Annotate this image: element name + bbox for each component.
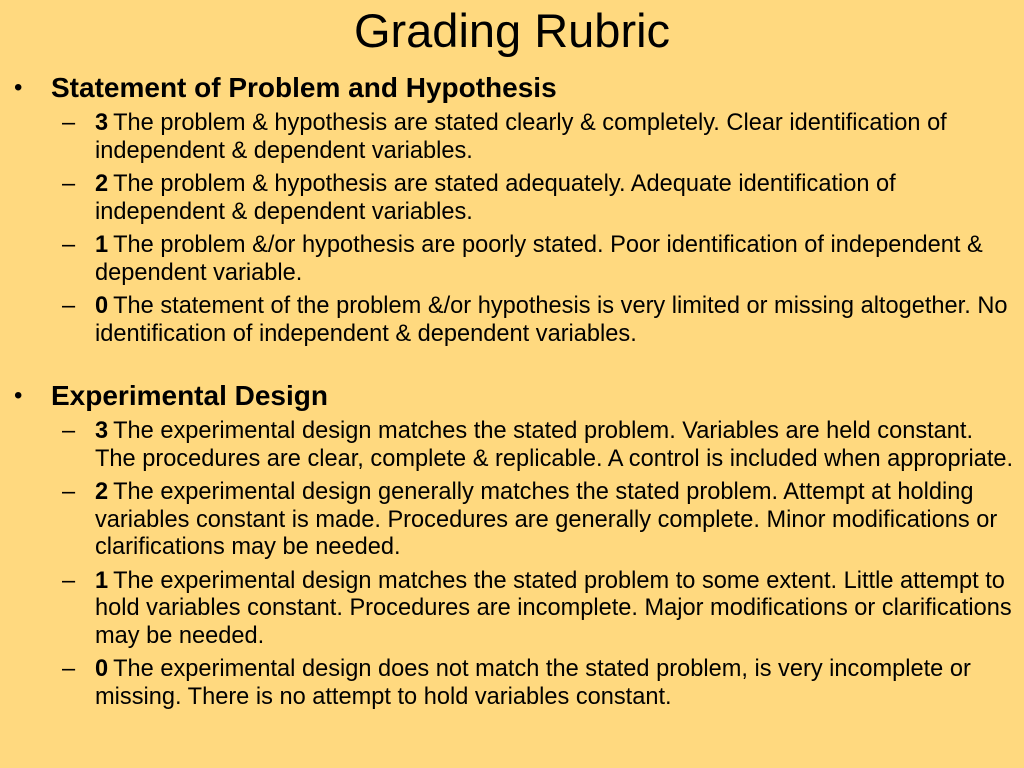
score-label: 3 xyxy=(95,418,109,444)
dash-icon: – xyxy=(62,171,76,197)
criteria-list xyxy=(0,418,1024,711)
criterion-item xyxy=(0,568,1024,651)
criterion-item xyxy=(0,232,1024,287)
criterion-item xyxy=(0,418,1024,473)
criterion-text: The problem & hypothesis are stated clearly & completely. Clear identification of independent & dependent variables. xyxy=(95,110,947,164)
criterion-text: The experimental design does not match the stated problem, is very incomplete or missing. There is no attempt to hold variables constant. xyxy=(95,656,971,710)
score-label: 0 xyxy=(95,656,109,682)
criterion-text: The experimental design generally matches the stated problem. Attempt at holding variables constant is made. Procedures are generally complete. Minor modifications or clarifications may be needed. xyxy=(95,479,998,560)
score-label: 0 xyxy=(95,293,109,319)
section-heading-row xyxy=(0,378,1024,414)
criterion-text: The problem & hypothesis are stated adequately. Adequate identification of independent & dependent variables. xyxy=(95,171,896,225)
dash-icon: – xyxy=(62,418,76,444)
bullet-icon: • xyxy=(14,74,23,101)
score-label: 2 xyxy=(95,171,109,197)
rubric-content xyxy=(0,70,1024,717)
section-heading-row xyxy=(0,70,1024,106)
criterion-text: The experimental design matches the stated problem to some extent. Little attempt to hold variables constant. Procedures are incomplete. Major modifications or clarifications may be needed. xyxy=(95,567,1012,649)
criterion-text: The statement of the problem &/or hypothesis is very limited or missing altogether. No identification of independent & dependent variables. xyxy=(95,293,1008,347)
criterion-text: The experimental design matches the stated problem. Variables are held constant. The procedures are clear, complete & replicable. A control is included when appropriate. xyxy=(95,418,1014,472)
dash-icon: – xyxy=(62,479,76,505)
criterion-text: The problem &/or hypothesis are poorly stated. Poor identification of independent & dependent variable. xyxy=(95,232,983,286)
section-problem-hypothesis xyxy=(0,70,1024,348)
criterion-item xyxy=(0,171,1024,226)
score-label: 3 xyxy=(95,110,109,136)
dash-icon: – xyxy=(62,110,76,136)
score-label: 1 xyxy=(95,232,109,258)
dash-icon: – xyxy=(62,567,76,594)
criterion-item xyxy=(0,479,1024,562)
section-heading: Experimental Design xyxy=(51,380,328,411)
criteria-list xyxy=(0,110,1024,348)
page-title: Grading Rubric xyxy=(353,4,671,57)
criterion-item xyxy=(0,293,1024,348)
dash-icon: – xyxy=(62,656,76,682)
criterion-item xyxy=(0,110,1024,165)
dash-icon: – xyxy=(62,293,76,319)
section-experimental-design xyxy=(0,378,1024,711)
dash-icon: – xyxy=(62,232,76,258)
score-label: 1 xyxy=(95,567,109,594)
criterion-item xyxy=(0,656,1024,711)
section-heading: Statement of Problem and Hypothesis xyxy=(51,72,557,103)
score-label: 2 xyxy=(95,479,109,505)
bullet-icon: • xyxy=(14,382,23,409)
